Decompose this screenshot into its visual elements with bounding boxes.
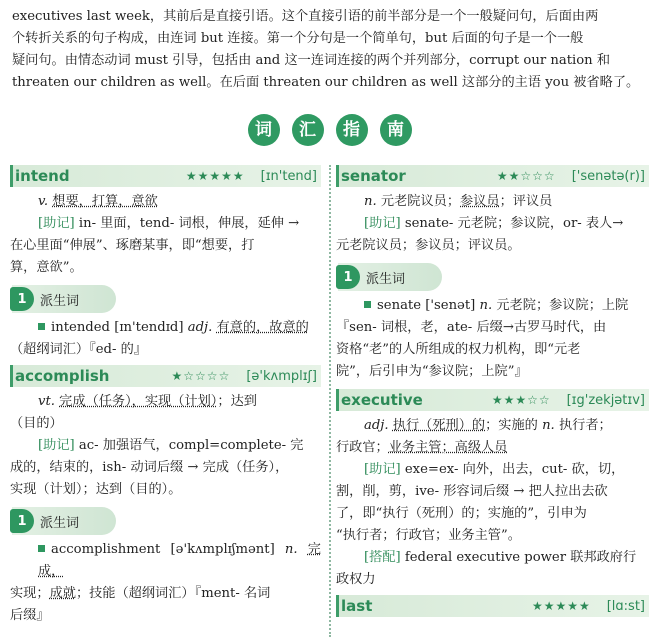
meaning: ；实施的 <box>485 418 543 433</box>
derivative-label: 派生词 <box>40 293 80 309</box>
meaning: ；评议员 <box>499 194 553 209</box>
part-of-speech: adj. <box>364 418 389 433</box>
meaning: 业务主管；高级人员 <box>388 440 508 455</box>
derivative-note: （超纲词汇）『ed- 的』 <box>10 342 147 357</box>
phonetic: [lɑ:st] <box>606 598 645 614</box>
mnemonic-tag: [助记] <box>364 462 401 477</box>
mnemonic-text: senate- 元老院；参议院，or- 表人→ <box>400 216 624 231</box>
derivative-note: 资格“老”的人所组成的权力机构，即“元老 <box>336 342 581 357</box>
left-column <box>10 165 321 627</box>
mnemonic-text: 了，即“执行（死刑）的；实施的”，引申为 <box>336 506 587 521</box>
mnemonic-tag: [助记] <box>38 216 75 231</box>
phonetic: ['senətə(r)] <box>571 168 645 184</box>
derivative-number: 1 <box>336 265 360 289</box>
phonetic: [ə'kʌmplɪʃ] <box>246 368 317 384</box>
derivative-meaning: 完成， <box>38 542 321 579</box>
title-char: 南 <box>380 114 412 146</box>
derivative-note: 院”，后引申为“参议院；上院”』 <box>336 364 528 379</box>
entry-intend <box>10 165 321 361</box>
derivative-note: 后缀』 <box>10 608 50 623</box>
headword: accomplish <box>15 367 110 385</box>
derivative-word: intended [ɪn'tendɪd] <box>51 320 184 335</box>
intro-line: threaten our children as well。在后面 threaten our children as well 这部分的主语 you 被省略了。 <box>12 75 640 90</box>
headword: intend <box>15 167 70 185</box>
collocation-text: 政权力 <box>336 572 376 587</box>
mnemonic-text: 实现（计划）；达到（目的）。 <box>10 482 182 497</box>
word-header <box>336 165 649 187</box>
part-of-speech: n. <box>284 542 298 557</box>
phonetic: [ɪg'zekjətɪv] <box>566 392 645 408</box>
entry-accomplish <box>10 365 321 627</box>
definition <box>336 415 649 437</box>
definition <box>10 191 321 213</box>
meaning: 参议员 <box>460 194 500 209</box>
word-header <box>10 365 321 387</box>
derivative <box>10 539 321 583</box>
word-header <box>10 165 321 187</box>
rating-stars: ★★★☆☆ <box>491 393 551 407</box>
mnemonic-text: 算，意欲”。 <box>10 260 83 275</box>
rating-stars: ★★★★★ <box>531 599 591 613</box>
meaning: （目的） <box>10 416 63 431</box>
mnemonic <box>336 213 649 235</box>
entry-last <box>336 595 649 617</box>
collocation <box>336 547 649 569</box>
mnemonic <box>10 435 321 457</box>
rating-stars: ★☆☆☆☆ <box>171 369 231 383</box>
word-header <box>336 595 649 617</box>
derivative-number: 1 <box>10 509 34 533</box>
headword: senator <box>341 167 406 185</box>
rating-stars: ★★★★★ <box>185 169 245 183</box>
section-title <box>0 114 659 146</box>
meaning: 想要，打算，意欲 <box>52 194 158 209</box>
mnemonic-text: “执行者；行政官；业务主管”。 <box>336 528 521 543</box>
derivative-note-part: 实现； <box>10 586 50 601</box>
column-divider <box>329 165 331 637</box>
intro-line: 疑问句。由情态动词 must 引导，包括由 and 这一连词连接的两个并列部分，corrupt our nation 和 <box>12 53 611 68</box>
meaning: 执行者； <box>558 418 612 433</box>
derivative-word: senate ['senət] <box>377 298 476 313</box>
meaning: 完成（任务），实现（计划） <box>59 394 218 409</box>
derivative-badge <box>12 507 116 535</box>
derivative-label: 派生词 <box>366 271 406 287</box>
mnemonic <box>336 459 649 481</box>
part-of-speech: adj. <box>187 320 213 335</box>
part-of-speech: n. <box>479 298 493 313</box>
headword: executive <box>341 391 423 409</box>
derivative-note: 『sen- 词根，老，ate- 后缀→古罗马时代，由 <box>336 320 607 335</box>
title-char: 指 <box>336 114 368 146</box>
derivative-label: 派生词 <box>40 515 80 531</box>
part-of-speech: n. <box>364 194 377 209</box>
title-char: 词 <box>248 114 280 146</box>
mnemonic-text: ac- 加强语气，compl=complete- 完 <box>74 438 304 453</box>
derivative-note-part: ；技能（超纲词汇）『ment- 名词 <box>75 586 271 601</box>
mnemonic-text: exe=ex- 向外，出去，cut- 砍，切， <box>400 462 625 477</box>
derivative <box>336 295 649 317</box>
right-column <box>336 165 649 617</box>
part-of-speech: n. <box>542 418 555 433</box>
part-of-speech: v. <box>38 194 49 209</box>
derivative-badge <box>12 285 116 313</box>
derivative-number: 1 <box>10 287 34 311</box>
mnemonic-text: 元老院议员；参议员；评议员。 <box>336 238 521 253</box>
derivative <box>10 317 321 339</box>
mnemonic-text: 成的，结束的，ish- 动词后缀 → 完成（任务）， <box>10 460 289 475</box>
mnemonic-tag: [助记] <box>364 216 401 231</box>
collocation-text: federal executive power 联邦政府行 <box>400 550 637 565</box>
mnemonic-text: 在心里面“伸展”、琢磨某事，即“想要，打 <box>10 238 255 253</box>
definition <box>336 437 649 459</box>
derivative-badge <box>338 263 442 291</box>
meaning: ；达到 <box>217 394 257 409</box>
derivative-meaning: 元老院；参议院；上院 <box>496 298 629 313</box>
title-char: 汇 <box>292 114 324 146</box>
meaning: 执行（死刑）的 <box>392 418 486 433</box>
meaning: 元老院议员； <box>380 194 461 209</box>
derivative-note <box>10 583 321 605</box>
phonetic: [ɪn'tend] <box>260 168 317 184</box>
part-of-speech: vt. <box>38 394 55 409</box>
headword: last <box>341 597 373 615</box>
intro-line: executives last week，其前后是直接引语。这个直接引语的前半部分是一个一般疑问句，后面由两 <box>12 9 599 24</box>
mnemonic-text: in- 里面，tend- 词根，伸展，延伸 → <box>74 216 300 231</box>
intro-line: 个转折关系的句子构成，由连词 but 连接。第一个分句是一个简单句，but 后面的句子是一个一般 <box>12 31 584 46</box>
definition <box>336 191 649 213</box>
derivative-word: accomplishment [ə'kʌmplɪʃmənt] <box>51 542 275 557</box>
intro-paragraph <box>12 6 648 94</box>
derivative-meaning: 有意的，故意的 <box>216 320 309 335</box>
bullet-square-icon <box>38 323 45 330</box>
mnemonic <box>10 213 321 235</box>
word-header <box>336 389 649 411</box>
bullet-square-icon <box>38 545 45 552</box>
meaning: 行政官； <box>336 440 389 455</box>
collocation-tag: [搭配] <box>364 550 401 565</box>
bullet-square-icon <box>364 301 371 308</box>
mnemonic-text: 割，削，剪，ive- 形容词后缀 → 把人拉出去砍 <box>336 484 608 499</box>
rating-stars: ★★☆☆☆ <box>496 169 556 183</box>
mnemonic-tag: [助记] <box>38 438 75 453</box>
entry-senator <box>336 165 649 383</box>
definition <box>10 391 321 413</box>
entry-executive <box>336 389 649 591</box>
derivative-note-part: 成就 <box>49 586 76 601</box>
